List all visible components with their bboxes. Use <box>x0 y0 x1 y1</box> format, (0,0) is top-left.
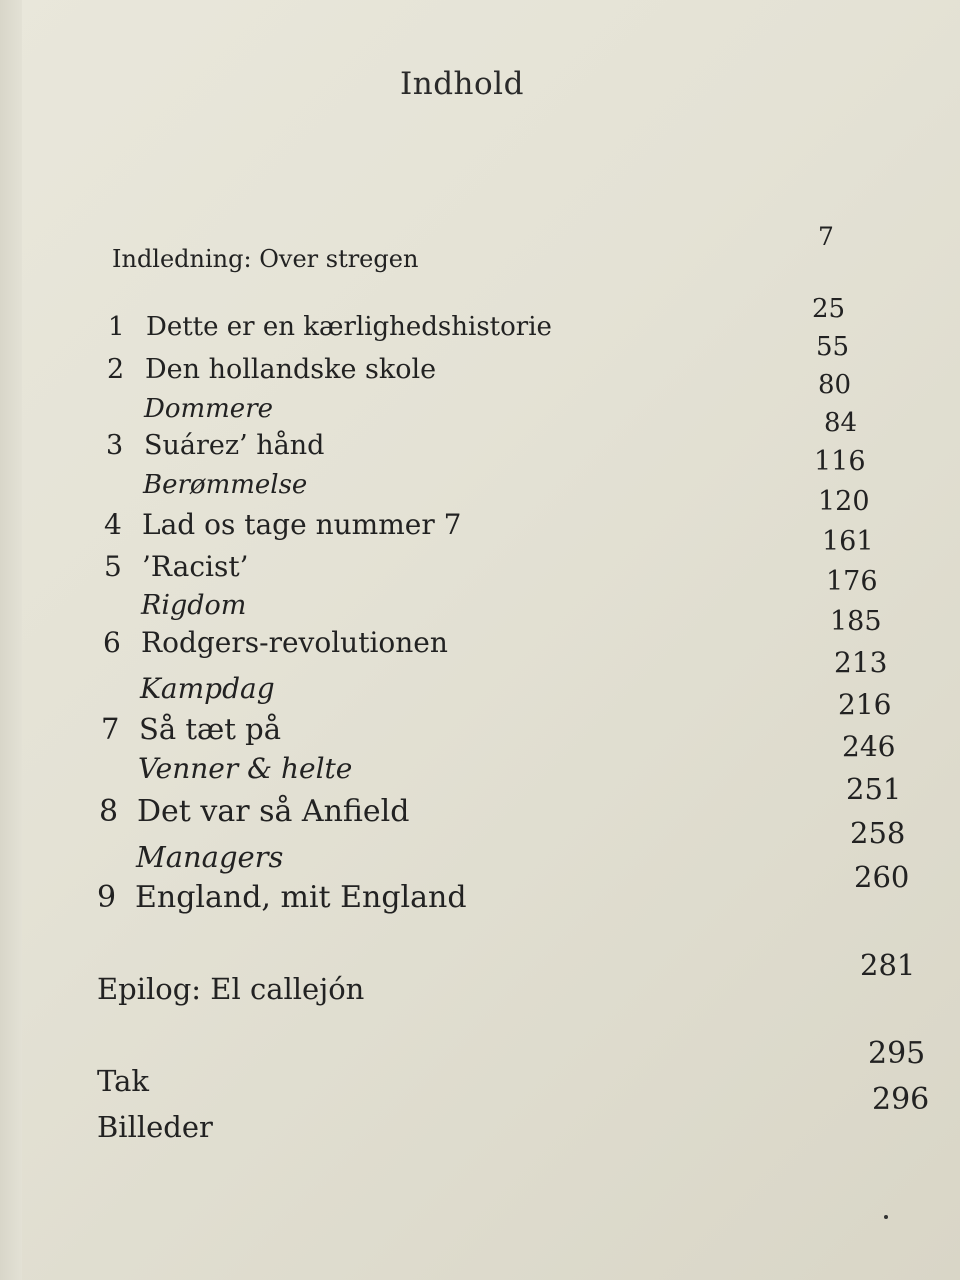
toc-entry <box>101 712 281 746</box>
toc-label: Epilog: El callejón <box>97 972 365 1006</box>
toc-page: 185 <box>830 606 882 637</box>
toc-page: 84 <box>824 408 858 438</box>
toc-page: 176 <box>826 566 878 597</box>
toc-label: Kampdag <box>140 672 275 705</box>
toc-entry <box>107 354 436 385</box>
chapter-number: 9 <box>97 880 117 915</box>
toc-label: Billeder <box>97 1110 213 1144</box>
toc-label: Venner & helte <box>138 752 353 785</box>
toc-page: 55 <box>816 332 850 362</box>
chapter-number: 7 <box>101 712 120 746</box>
toc-label: Indledning: Over stregen <box>112 245 419 273</box>
toc-entry <box>108 312 552 342</box>
toc-page: 25 <box>812 294 846 324</box>
toc-label: Det var så Anfield <box>137 794 410 829</box>
toc-entry <box>102 672 275 705</box>
page-title: Indhold <box>400 66 524 102</box>
toc-page: 80 <box>818 370 852 400</box>
toc-entry <box>100 752 352 785</box>
toc-label: Managers <box>136 840 284 874</box>
toc-page: 258 <box>850 816 906 850</box>
toc-entry-epilog <box>97 972 364 1006</box>
toc-label: Dommere <box>144 394 274 424</box>
toc-label: Den hollandske skole <box>145 354 437 385</box>
toc-page: 251 <box>846 772 902 806</box>
toc-entry <box>103 626 448 659</box>
chapter-number: 8 <box>99 794 119 829</box>
toc-entry-intro <box>112 245 418 273</box>
page-edge <box>0 0 22 1280</box>
toc-entry <box>103 590 246 621</box>
chapter-number: 4 <box>104 508 122 541</box>
chapter-number: 2 <box>107 354 125 385</box>
toc-label: Rigdom <box>141 590 247 621</box>
chapter-number: 3 <box>106 430 124 461</box>
toc-page: 120 <box>818 486 870 517</box>
toc-entry <box>104 550 248 583</box>
toc-page: 246 <box>842 730 896 763</box>
toc-page: 216 <box>838 688 892 721</box>
toc-label: Lad os tage nummer 7 <box>142 508 462 541</box>
toc-page-tak: 295 <box>868 1036 926 1071</box>
toc-entry <box>104 508 461 541</box>
toc-entry <box>98 840 283 874</box>
toc-entry <box>97 880 467 915</box>
toc-label: Berømmelse <box>143 470 308 500</box>
toc-label: Tak <box>97 1064 149 1098</box>
toc-label: Rodgers-revolutionen <box>141 626 448 659</box>
toc-label: Suárez’ hånd <box>144 430 325 461</box>
toc-page: 161 <box>822 526 874 557</box>
toc-page: 260 <box>854 860 910 894</box>
toc-page: 213 <box>834 646 888 679</box>
toc-page: 116 <box>814 446 866 477</box>
toc-label: Så tæt på <box>139 712 282 746</box>
toc-entry-billeder <box>97 1110 213 1144</box>
toc-label: Dette er en kærlighedshistorie <box>146 312 552 342</box>
toc-label: ’Racist’ <box>142 550 249 583</box>
toc-page-intro: 7 <box>818 222 834 251</box>
toc-entry <box>106 430 324 461</box>
chapter-number: 1 <box>108 312 125 342</box>
chapter-number: 5 <box>104 550 122 583</box>
ink-speck <box>884 1215 888 1219</box>
toc-entry <box>106 394 273 424</box>
toc-page-epilog: 281 <box>860 948 916 982</box>
toc-label: England, mit England <box>135 880 467 915</box>
toc-entry <box>99 794 409 829</box>
toc-page-billeder: 296 <box>872 1082 930 1117</box>
toc-entry <box>105 470 307 500</box>
toc-entry-tak <box>97 1064 149 1098</box>
chapter-number: 6 <box>103 626 121 659</box>
